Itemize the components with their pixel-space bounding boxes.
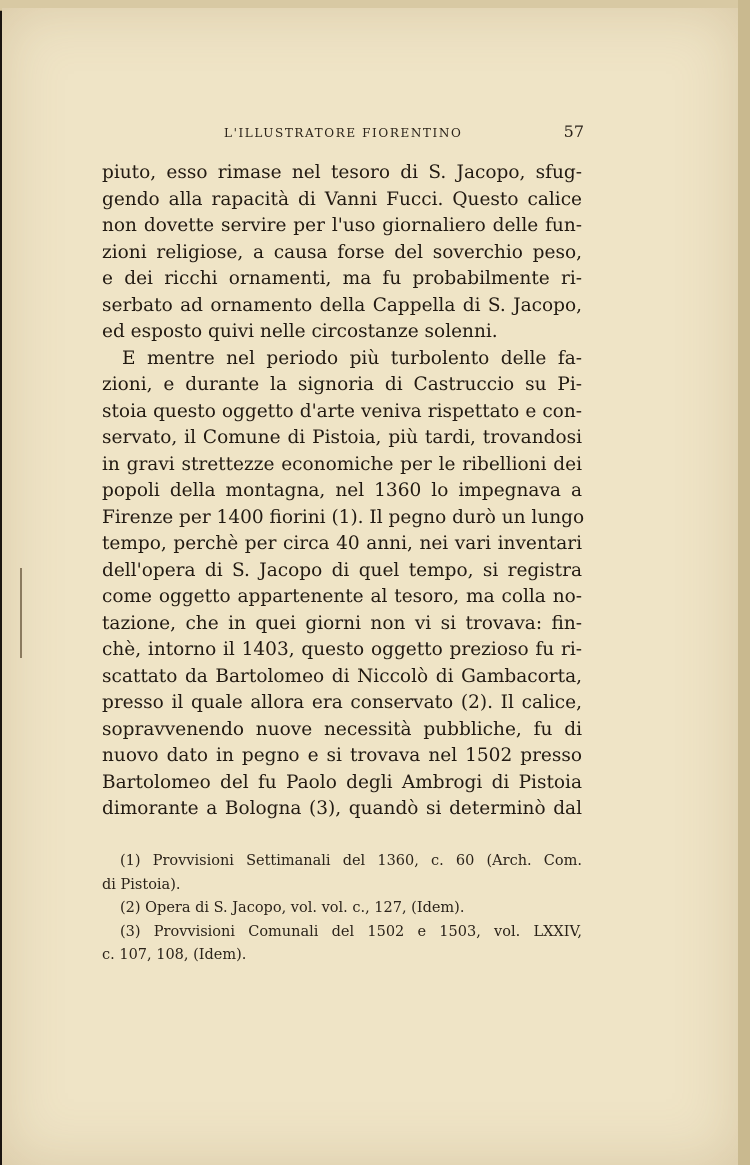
text-line: dell'opera di S. Jacopo di quel tempo, si registra bbox=[102, 559, 582, 581]
text-line: piuto, esso rimase nel tesoro di S. Jacopo, sfug- bbox=[102, 162, 582, 183]
text-line: e dei ricchi ornamenti, ma fu probabilmente ri- bbox=[102, 268, 582, 289]
footnotes bbox=[102, 850, 582, 968]
text-line: chè, intorno il 1403, questo oggetto prezioso fu ri- bbox=[102, 639, 582, 660]
text-line: sopravvenendo nuove necessità pubbliche, fu di bbox=[102, 718, 582, 740]
page-number: 57 bbox=[563, 122, 584, 141]
footnote-line: di Pistoia). bbox=[102, 876, 181, 893]
text-line: popoli della montagna, nel 1360 lo impegnava a bbox=[102, 480, 582, 501]
margin-mark bbox=[20, 568, 22, 658]
text-line: zioni religiose, a causa forse del soverchio peso, bbox=[102, 241, 582, 263]
text-line: stoia questo oggetto d'arte veniva rispettato e con- bbox=[102, 400, 582, 422]
text-line: Bartolomeo del fu Paolo degli Ambrogi di Pistoia bbox=[102, 771, 582, 793]
text-line: E mentre nel periodo più turbolento delle fa- bbox=[122, 347, 582, 369]
text-line: presso il quale allora era conservato (2). Il calice, bbox=[102, 692, 582, 713]
text-line: servato, il Comune di Pistoia, più tardi, trovandosi bbox=[102, 427, 582, 448]
text-line: scattato da Bartolomeo di Niccolò di Gambacorta, bbox=[102, 665, 582, 687]
running-head: L'ILLUSTRATORE FIORENTINO bbox=[224, 126, 463, 140]
text-line: nuovo dato in pegno e si trovava nel 1502 presso bbox=[102, 745, 582, 766]
footnote-line: (2) Opera di S. Jacopo, vol. vol. c., 127, (Idem). bbox=[120, 900, 465, 916]
footnote-line: c. 107, 108, (Idem). bbox=[102, 947, 247, 963]
text-line: in gravi strettezze economiche per le ribellioni dei bbox=[102, 453, 582, 475]
text-line: ed esposto quivi nelle circostanze solenni. bbox=[102, 321, 498, 342]
text-line: serbato ad ornamento della Cappella di S. Jacopo, bbox=[102, 294, 582, 316]
text-line: Firenze per 1400 fiorini (1). Il pegno durò un lungo bbox=[102, 506, 585, 528]
text-line: gendo alla rapacità di Vanni Fucci. Questo calice bbox=[102, 188, 582, 210]
text-line: non dovette servire per l'uso giornaliero delle fun- bbox=[102, 215, 582, 236]
text-line: come oggetto appartenente al tesoro, ma colla no- bbox=[102, 586, 582, 607]
footnote-line: (1) Provvisioni Settimanali del 1360, c. 60 (Arch. Com. bbox=[120, 853, 582, 869]
text-line: tempo, perchè per circa 40 anni, nei vari inventari bbox=[102, 533, 582, 554]
text-line: dimorante a Bologna (3), quandò si determinò dal bbox=[102, 798, 582, 819]
text-line: tazione, che in quei giorni non vi si trovava: fin- bbox=[102, 612, 582, 634]
footnote-line: (3) Provvisioni Comunali del 1502 e 1503, vol. LXXIV, bbox=[120, 923, 582, 940]
body-text bbox=[102, 160, 585, 823]
text-line: zioni, e durante la signoria di Castruccio su Pi- bbox=[102, 374, 582, 395]
page-right-edge bbox=[738, 0, 750, 1165]
